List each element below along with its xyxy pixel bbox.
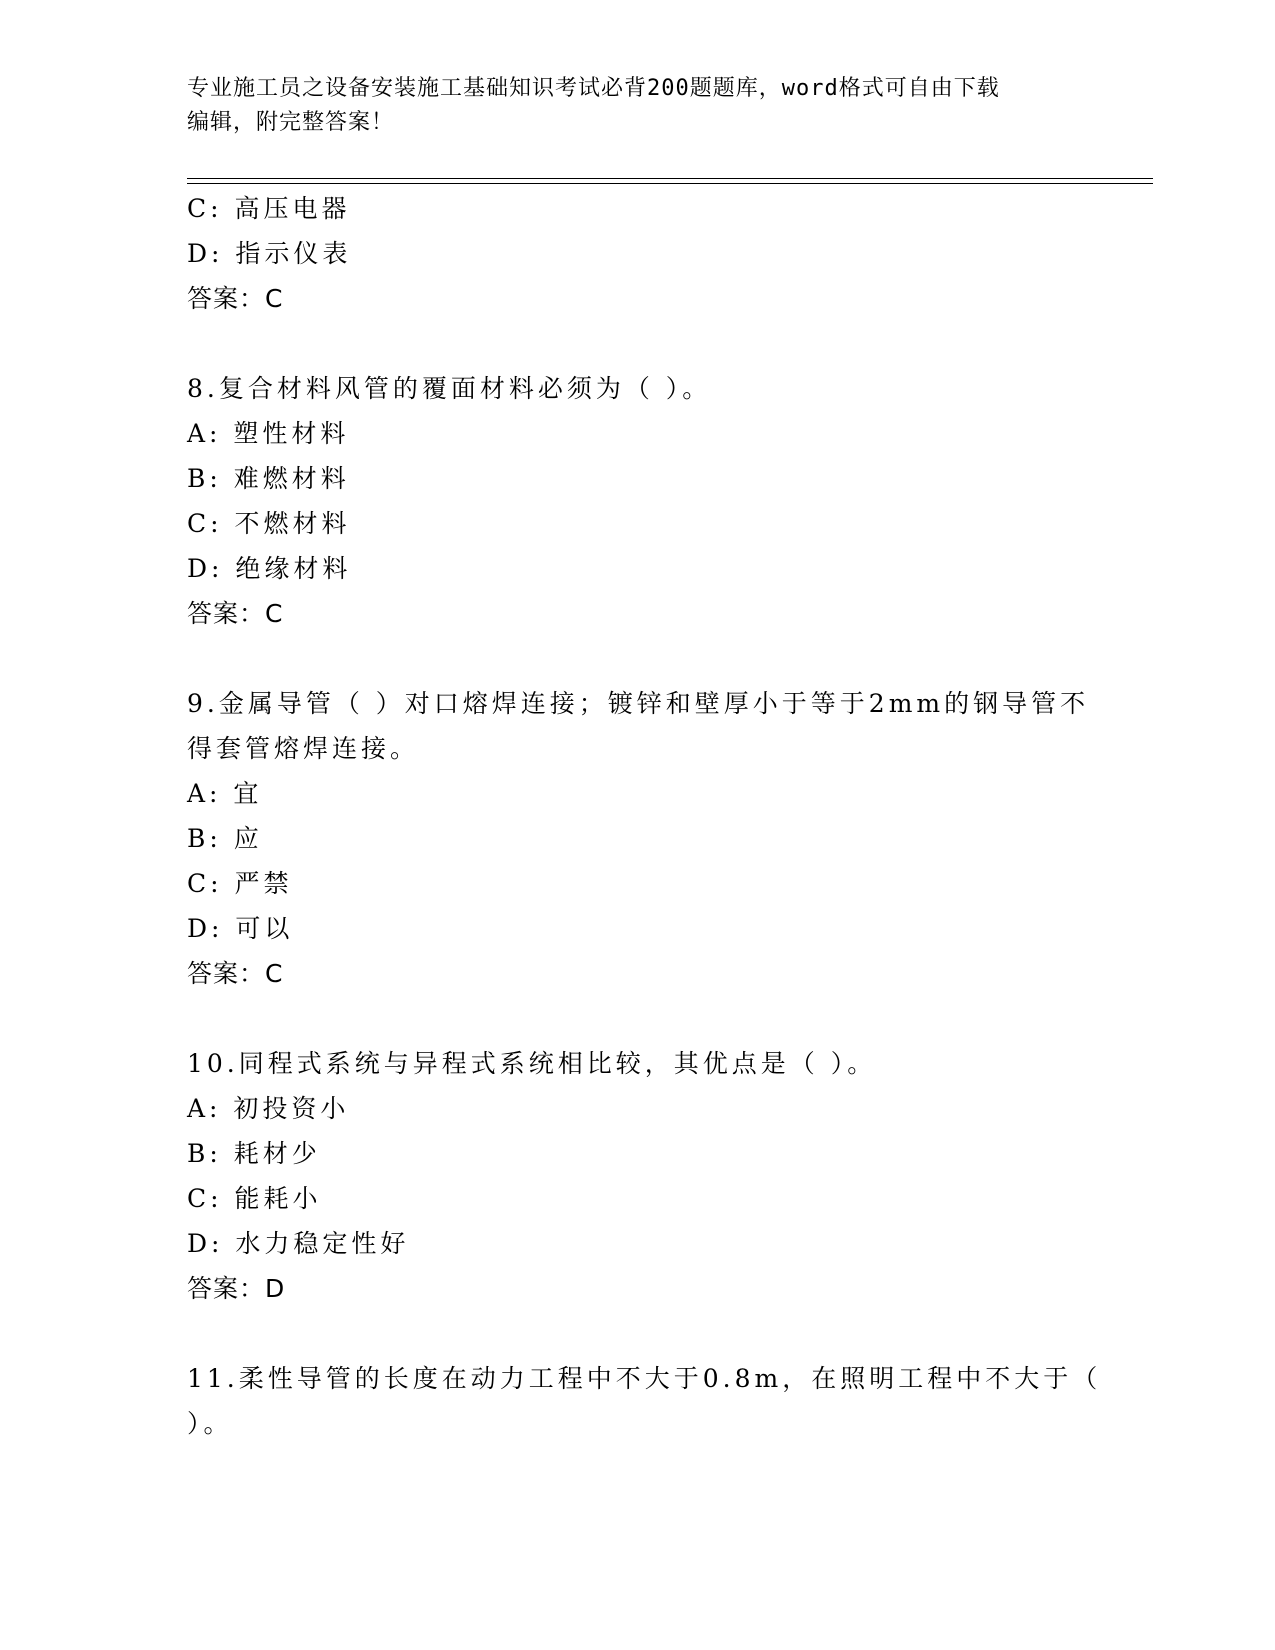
q9-question-line-2: 得套管熔焊连接。 bbox=[187, 734, 420, 763]
q11-question-line-1: 11.柔性导管的长度在动力工程中不大于0.8m，在照明工程中不大于（ bbox=[187, 1364, 1102, 1393]
q10-answer: 答案：D bbox=[187, 1274, 286, 1303]
q8-option-c: C: 不燃材料 bbox=[187, 509, 351, 538]
q10-question: 10.同程式系统与异程式系统相比较，其优点是（ ）。 bbox=[187, 1049, 877, 1078]
q9-answer: 答案：C bbox=[187, 959, 284, 988]
q8-option-a: A: 塑性材料 bbox=[187, 419, 350, 448]
q7-option-d: D: 指示仪表 bbox=[187, 239, 352, 268]
q10-option-c: C: 能耗小 bbox=[187, 1184, 322, 1213]
q8-answer: 答案：C bbox=[187, 599, 284, 628]
q10-option-b: B: 耗材少 bbox=[187, 1139, 321, 1168]
q11-question-line-2: ）。 bbox=[187, 1409, 233, 1438]
q9-option-a: A: 宜 bbox=[187, 779, 263, 808]
q7-answer: 答案：C bbox=[187, 284, 284, 313]
q8-question: 8.复合材料风管的覆面材料必须为（ ）。 bbox=[187, 374, 712, 403]
header-divider-bottom bbox=[187, 183, 1153, 184]
header-title-line-1: 专业施工员之设备安装施工基础知识考试必背200题题库，word格式可自由下载 bbox=[187, 76, 1000, 101]
q8-option-b: B: 难燃材料 bbox=[187, 464, 350, 493]
q10-option-d: D: 水力稳定性好 bbox=[187, 1229, 410, 1258]
q9-option-c: C: 严禁 bbox=[187, 869, 293, 898]
header-divider-top bbox=[187, 178, 1153, 179]
document-header bbox=[187, 72, 1087, 140]
q10-option-a: A: 初投资小 bbox=[187, 1094, 350, 1123]
q8-option-d: D: 绝缘材料 bbox=[187, 554, 352, 583]
q9-option-b: B: 应 bbox=[187, 824, 263, 853]
header-title-line-2: 编辑，附完整答案！ bbox=[187, 110, 395, 135]
q7-option-c: C: 高压电器 bbox=[187, 194, 351, 223]
q9-option-d: D: 可以 bbox=[187, 914, 294, 943]
q9-question-line-1: 9.金属导管（ ）对口熔焊连接；镀锌和壁厚小于等于2mm的钢导管不 bbox=[187, 689, 1090, 718]
